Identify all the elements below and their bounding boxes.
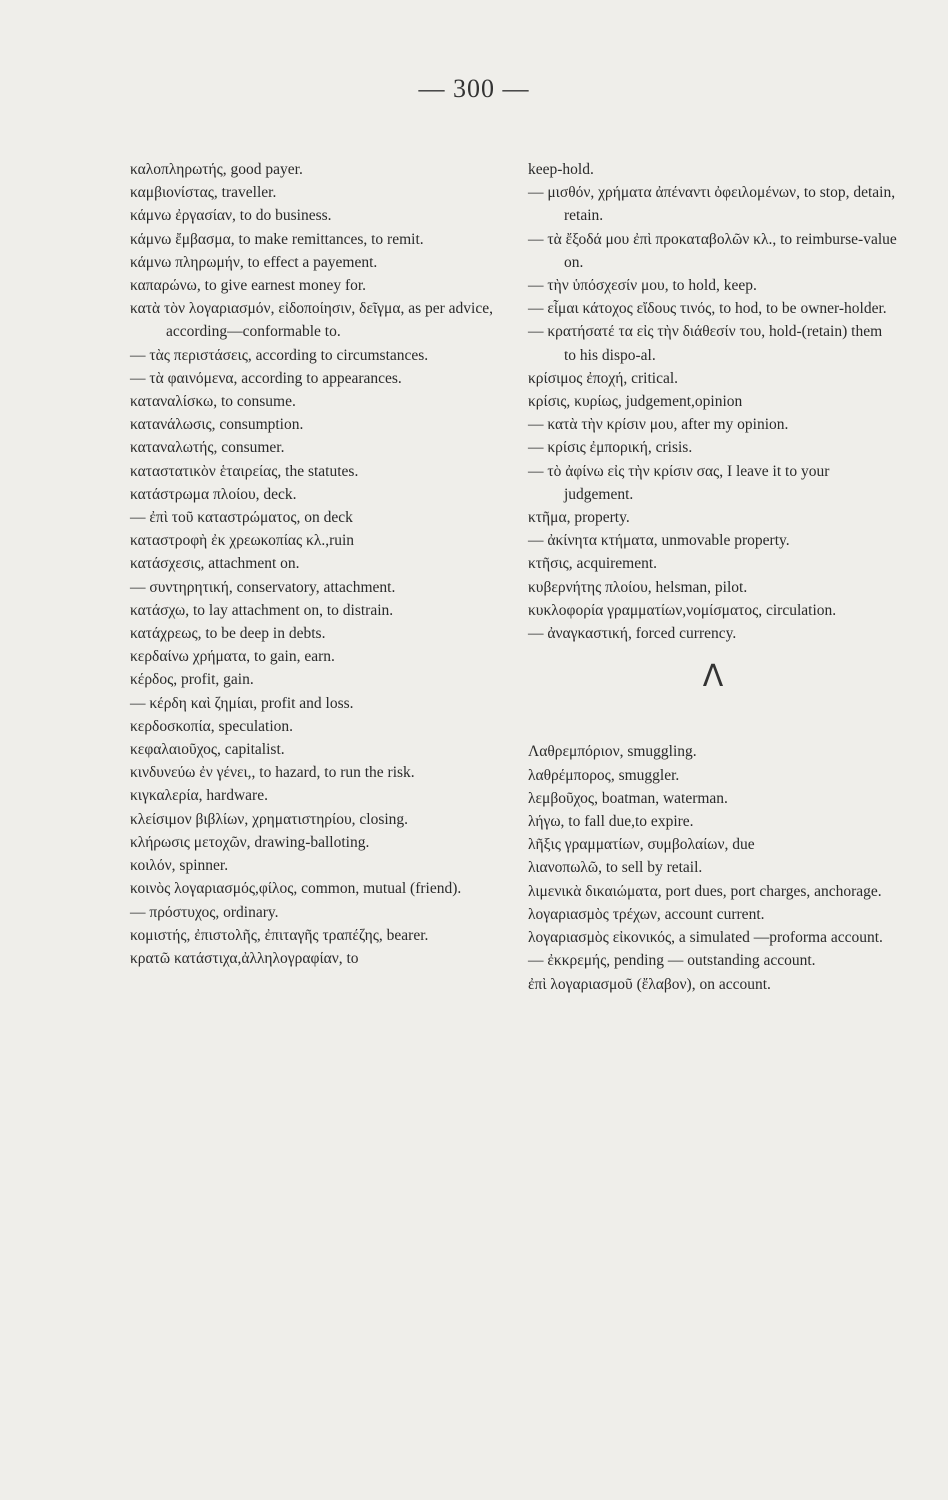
dictionary-entry: καμβιονίστας, traveller. bbox=[130, 184, 277, 202]
dictionary-entry: κλήρωσις μετοχῶν, drawing-balloting. bbox=[130, 833, 370, 851]
dictionary-entry: καπαρώνω, to give earnest money for. bbox=[130, 277, 367, 295]
dictionary-entry: κοινὸς λογαριασμός,φίλος, common, mutual (friend). bbox=[130, 880, 462, 898]
sub-entry: — τὴν ὑπόσχεσίν μου, to hold, keep. bbox=[528, 274, 898, 297]
dictionary-entry: καταναλωτής, consumer. bbox=[130, 439, 285, 457]
dictionary-entry: λῆξις γραμματίων, συμβολαίων, due bbox=[528, 836, 755, 854]
dictionary-entry: καταναλίσκω, to consume. bbox=[130, 393, 296, 411]
sub-entry: — ἐπὶ τοῦ καταστρώματος, on deck bbox=[130, 506, 498, 529]
dictionary-entry: κεφαλαιοῦχος, capitalist. bbox=[130, 741, 285, 759]
sub-entry: — κατὰ τὴν κρίσιν μου, after my opinion. bbox=[528, 413, 898, 436]
dictionary-entry: λήγω, to fall due,to expire. bbox=[528, 813, 694, 831]
dictionary-entry: κινδυνεύω ἐν γένει,, to hazard, to run the risk. bbox=[130, 764, 415, 782]
sub-entry: — κρίσις ἐμπορική, crisis. bbox=[528, 436, 898, 459]
dictionary-entry: λαθρέμπορος, smuggler. bbox=[528, 766, 680, 784]
right-column bbox=[528, 158, 898, 996]
dictionary-entry: λεμβοῦχος, boatman, waterman. bbox=[528, 789, 728, 807]
sub-entry: — τὰς περιστάσεις, according to circumstances. bbox=[130, 344, 498, 367]
sub-entry: — μισθόν, χρήματα ἀπέναντι ὀφειλομένων, to stop, detain, retain. bbox=[528, 181, 898, 227]
dictionary-entry: κρατῶ κατάστιχα,ἀλληλογραφίαν, to bbox=[130, 949, 359, 967]
sub-entry: — κέρδη καὶ ζημίαι, profit and loss. bbox=[130, 692, 498, 715]
dictionary-entry: κυβερνήτης πλοίου, helsman, pilot. bbox=[528, 578, 748, 596]
dictionary-entry: κάμνω ἔμβασμα, to make remittances, to remit. bbox=[130, 230, 424, 248]
dictionary-entry: κτῆσις, acquirement. bbox=[528, 555, 658, 573]
dictionary-entry: λογαριασμὸς εἰκονικός, a simulated —proforma account. bbox=[528, 929, 883, 947]
dictionary-entry: λιμενικὰ δικαιώματα, port dues, port charges, anchorage. bbox=[528, 882, 882, 900]
dictionary-entry: κατανάλωσις, consumption. bbox=[130, 416, 304, 434]
dictionary-entry: κατὰ τὸν λογαριασμόν, εἰδοποίησιν, δεῖγμα, as per advice, according—conformable to. bbox=[130, 300, 493, 341]
sub-entry: — τὰ ἔξοδά μου ἐπὶ προκαταβολῶν κλ., to reimburse-value on. bbox=[528, 228, 898, 274]
dictionary-entry: κάμνω ἐργασίαν, to do business. bbox=[130, 207, 332, 225]
dictionary-entry: κλείσιμον βιβλίων, χρηματιστηρίου, closing. bbox=[130, 810, 409, 828]
sub-entry: — τὸ ἀφίνω εἰς τὴν κρίσιν σας, I leave it to your judgement. bbox=[528, 460, 898, 506]
dictionary-entry: κατάσχω, to lay attachment on, to distrain. bbox=[130, 601, 394, 619]
dictionary-entry: κυκλοφορία γραμματίων,νομίσματος, circulation. bbox=[528, 601, 837, 619]
left-column bbox=[130, 158, 498, 970]
sub-entry: — πρόστυχος, ordinary. bbox=[130, 901, 498, 924]
dictionary-entry: κερδοσκοπία, speculation. bbox=[130, 717, 294, 735]
letter-heading: Λ bbox=[702, 659, 724, 695]
dictionary-entry: keep-hold. bbox=[528, 161, 594, 178]
sub-entry: — συντηρητική, conservatory, attachment. bbox=[130, 576, 498, 599]
page-number: — 300 — bbox=[418, 74, 530, 103]
dictionary-entry: καταστροφὴ ἐκ χρεωκοπίας κλ.,ruin bbox=[130, 532, 355, 550]
dictionary-entry: Λαθρεμπόριον, smuggling. bbox=[528, 743, 697, 761]
dictionary-entry: ἐπὶ λογαριασμοῦ (ἔλαβον), on account. bbox=[528, 975, 771, 993]
dictionary-entry: κρίσιμος ἐποχή, critical. bbox=[528, 369, 679, 387]
dictionary-entry: κτῆμα, property. bbox=[528, 509, 630, 527]
sub-entry: — εἶμαι κάτοχος εἴδους τινός, to hod, to be owner-holder. bbox=[528, 297, 898, 320]
dictionary-entry: κατάστρωμα πλοίου, deck. bbox=[130, 485, 297, 503]
dictionary-entry: κατάχρεως, to be deep in debts. bbox=[130, 625, 326, 643]
dictionary-entry: κομιστής, ἐπιστολῆς, ἐπιταγῆς τραπέζης, bearer. bbox=[130, 926, 429, 944]
sub-entry: — τὰ φαινόμενα, according to appearances. bbox=[130, 367, 498, 390]
dictionary-entry: λιανοπωλῶ, to sell by retail. bbox=[528, 859, 703, 877]
dictionary-entry: καλοπληρωτής, good payer. bbox=[130, 161, 303, 178]
dictionary-entry: κερδαίνω χρήματα, to gain, earn. bbox=[130, 648, 335, 666]
sub-entry: — ἀκίνητα κτήματα, unmovable property. bbox=[528, 529, 898, 552]
dictionary-entry: κέρδος, profit, gain. bbox=[130, 671, 254, 689]
dictionary-entry: κιγκαλερία, hardware. bbox=[130, 787, 268, 805]
dictionary-entry: λογαριασμὸς τρέχων, account current. bbox=[528, 905, 765, 923]
sub-entry: — ἐκκρεμής, pending — outstanding account. bbox=[528, 949, 898, 972]
dictionary-entry: κάμνω πληρωμήν, to effect a payement. bbox=[130, 253, 378, 271]
dictionary-entry: κρίσις, κυρίως, judgement,opinion bbox=[528, 393, 743, 411]
sub-entry: — κρατήσατέ τα εἰς τὴν διάθεσίν του, hold-(retain) them to his dispo-al. bbox=[528, 320, 898, 366]
sub-entry: — ἀναγκαστική, forced currency. bbox=[528, 622, 898, 645]
dictionary-entry: καταστατικὸν ἑταιρείας, the statutes. bbox=[130, 462, 359, 480]
dictionary-entry: κατάσχεσις, attachment on. bbox=[130, 555, 300, 573]
dictionary-entry: κοιλόν, spinner. bbox=[130, 857, 229, 875]
